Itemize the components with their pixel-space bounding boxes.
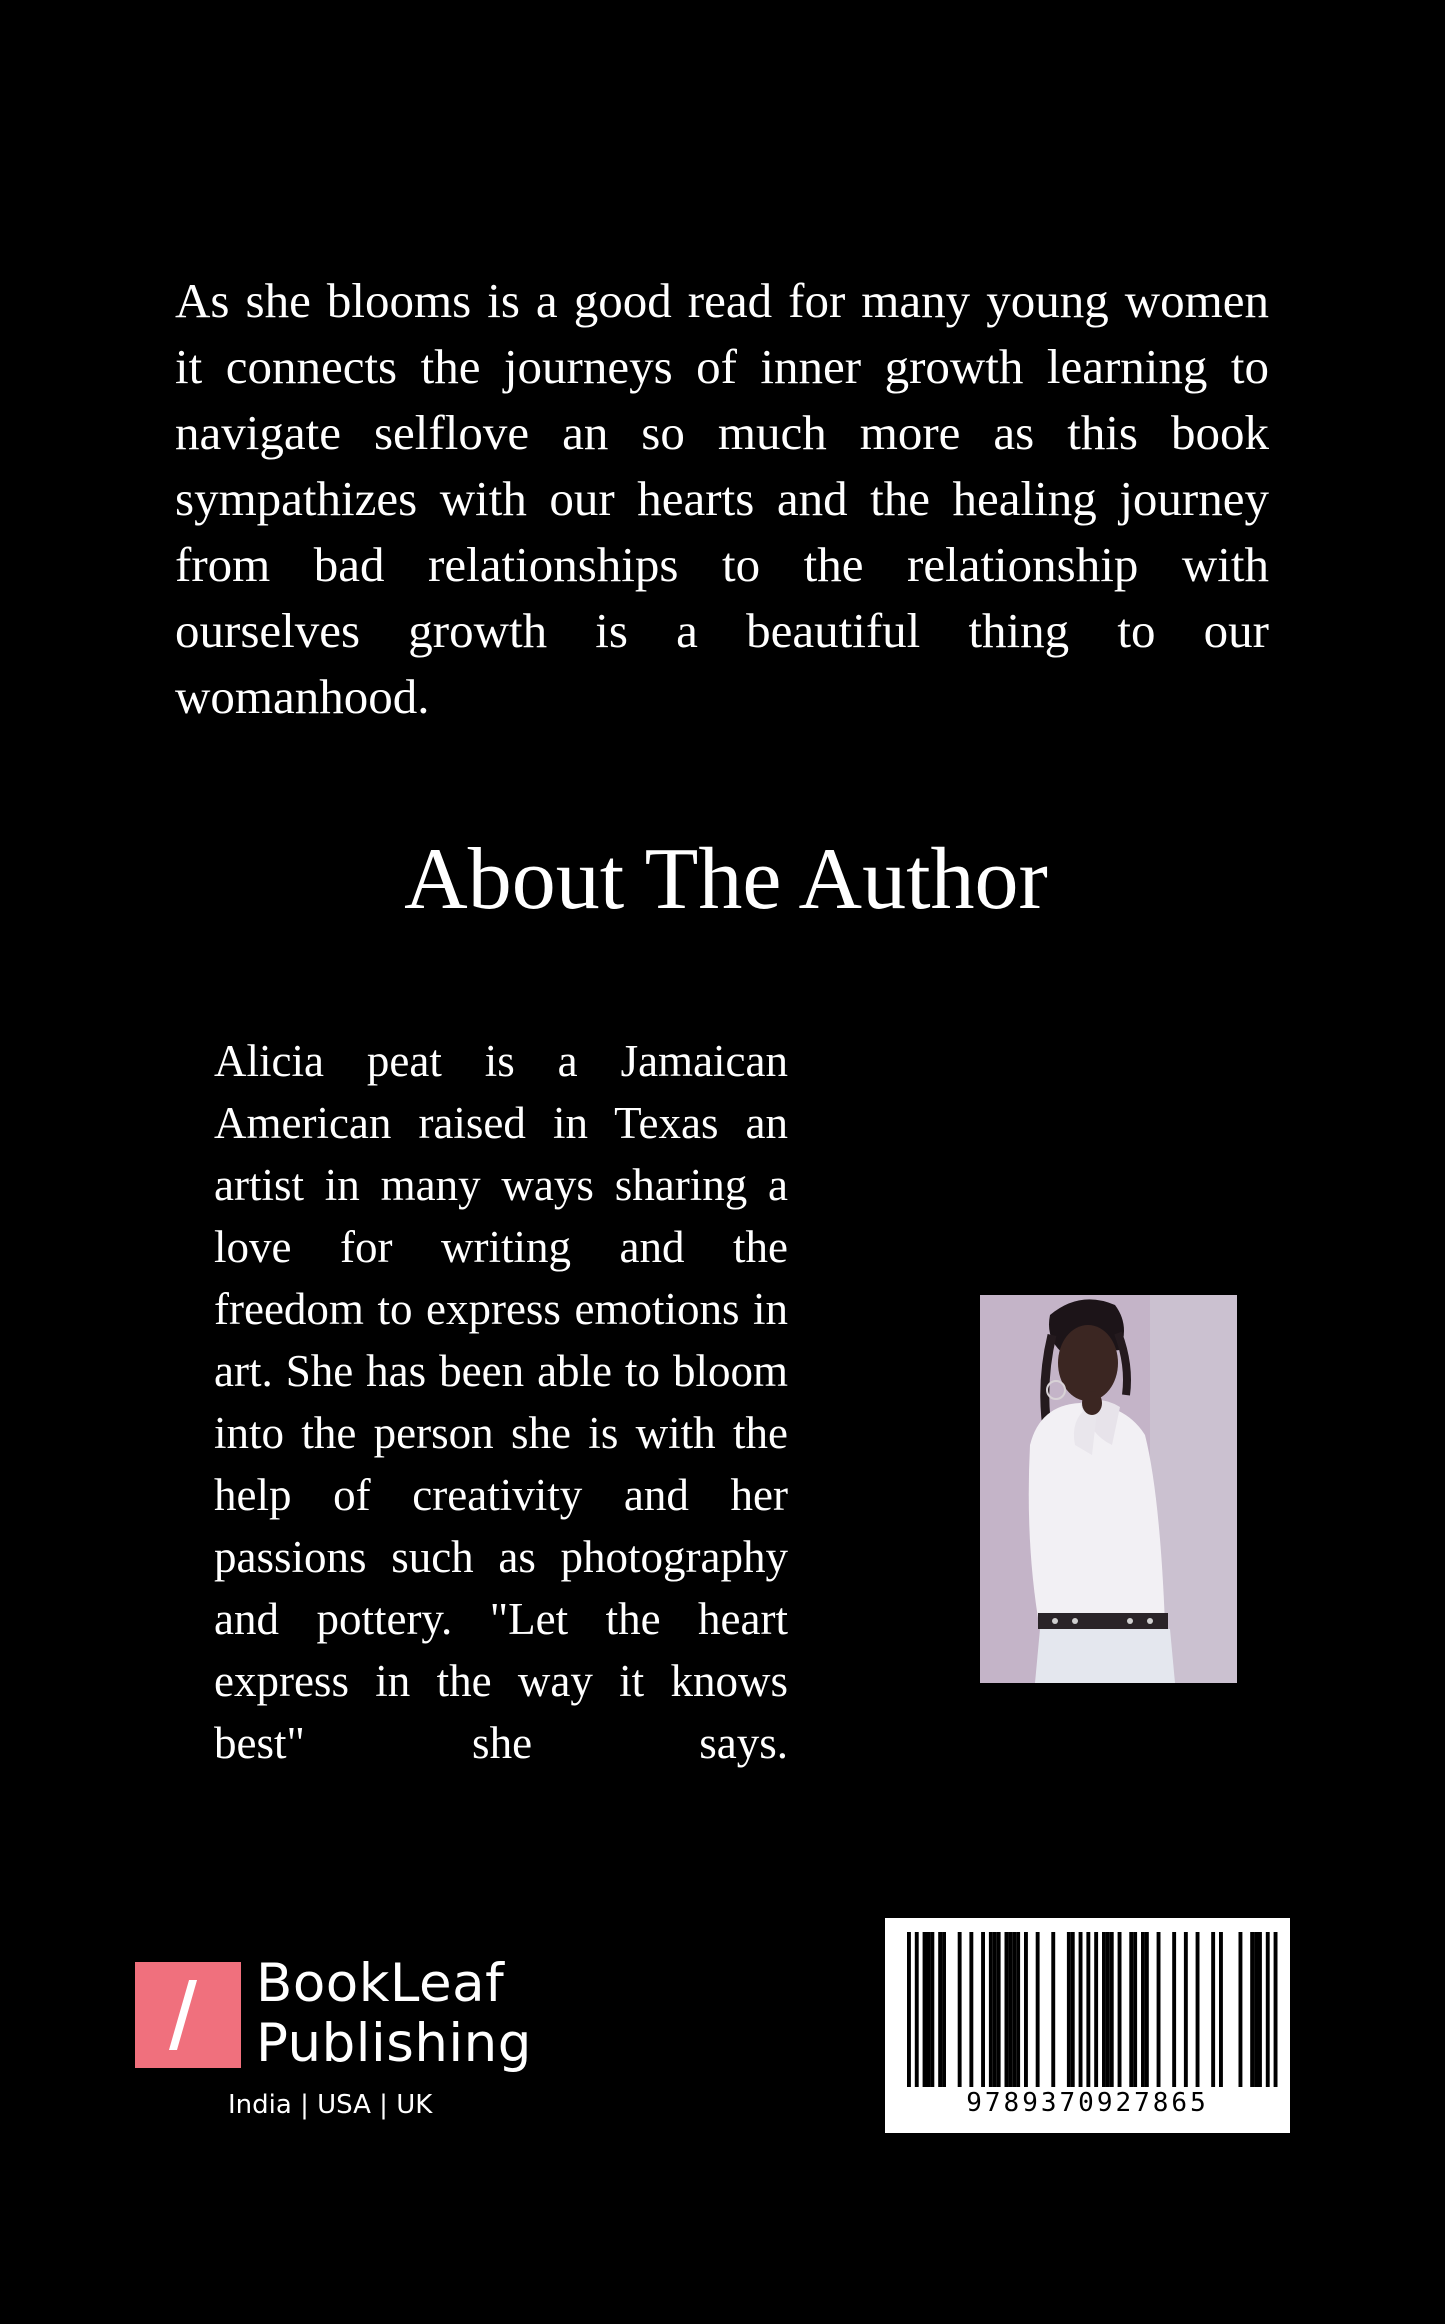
barcode-bar	[1024, 1932, 1028, 2087]
barcode-bar	[1254, 1932, 1258, 2087]
barcode-bar	[1172, 1932, 1176, 2087]
publisher-logo-mark	[135, 1962, 241, 2068]
barcode-bar	[1118, 1932, 1122, 2087]
author-bio: Alicia peat is a Jamaican American raised in Texas an artist in many ways sharing a love for writing and the freedom to express emotions in art. She has been able to bloom into the person she is with the help of creativity and her passions such as photography and pottery. "Let the heart express in the way it knows best" she says.	[214, 1036, 788, 1768]
barcode-bar	[923, 1932, 927, 2087]
barcode-bar	[1133, 1932, 1137, 2087]
barcode-bar	[915, 1932, 919, 2087]
barcode-bar	[958, 1932, 962, 2087]
barcode-bar	[1094, 1932, 1098, 2087]
barcode-bar	[1008, 1932, 1012, 2087]
barcode-bar	[993, 1932, 997, 2087]
barcode-bar	[997, 1932, 1001, 2087]
barcode-bar	[989, 1932, 993, 2087]
isbn-number: 9789370927865	[966, 2088, 1209, 2118]
barcode-bar	[907, 1932, 911, 2087]
about-author-heading: About The Author	[404, 831, 1048, 928]
barcode-bar	[1250, 1932, 1254, 2087]
barcode-bar	[1184, 1932, 1188, 2087]
slash-icon	[169, 1980, 197, 2050]
barcode-bar	[938, 1932, 942, 2087]
publisher-name-line2: Publishing	[256, 2013, 532, 2074]
barcode-bar	[1239, 1932, 1243, 2087]
barcode-bar	[1071, 1932, 1075, 2087]
publisher-regions: India | USA | UK	[228, 2090, 433, 2120]
barcode-bar	[1196, 1932, 1200, 2087]
barcode-bar	[1110, 1932, 1114, 2087]
barcode-bar	[1274, 1932, 1278, 2087]
barcode-bar	[981, 1932, 985, 2087]
barcode-bar	[969, 1932, 973, 2087]
barcode-bar	[1219, 1932, 1223, 2087]
barcode-bar	[1005, 1932, 1009, 2087]
barcode-bar	[1258, 1932, 1262, 2087]
barcode-bar	[942, 1932, 946, 2087]
book-blurb: As she blooms is a good read for many young women it connects the journeys of inner growth learning to navigate selflove an so much more as this book sympathizes with our hearts and the healing journey from bad relationships to the relationship with ourselves growth is a beautiful thing to our womanhood.	[175, 273, 1269, 724]
barcode-bar	[930, 1932, 934, 2087]
publisher-logo	[135, 1953, 555, 2122]
barcode-bar	[1016, 1932, 1020, 2087]
isbn-barcode	[885, 1918, 1290, 2133]
publisher-name-line1: BookLeaf	[256, 1953, 505, 2014]
barcode-bar	[927, 1932, 931, 2087]
author-photo	[980, 1295, 1237, 1683]
barcode-bar	[1145, 1932, 1149, 2087]
barcode-bar	[1067, 1932, 1071, 2087]
barcode-bar	[1211, 1932, 1215, 2087]
barcode-bar	[1129, 1932, 1133, 2087]
barcode-bar	[1036, 1932, 1040, 2087]
publisher-name	[256, 1954, 532, 2074]
barcode-bar	[1012, 1932, 1016, 2087]
barcode-bar	[1086, 1932, 1090, 2087]
barcode-bar	[1106, 1932, 1110, 2087]
barcode-bar	[1157, 1932, 1161, 2087]
barcode-bar	[1141, 1932, 1145, 2087]
barcode-bar	[1266, 1932, 1270, 2087]
barcode-bar	[1079, 1932, 1083, 2087]
barcode-bar	[1051, 1932, 1055, 2087]
barcode-bar	[1102, 1932, 1106, 2087]
